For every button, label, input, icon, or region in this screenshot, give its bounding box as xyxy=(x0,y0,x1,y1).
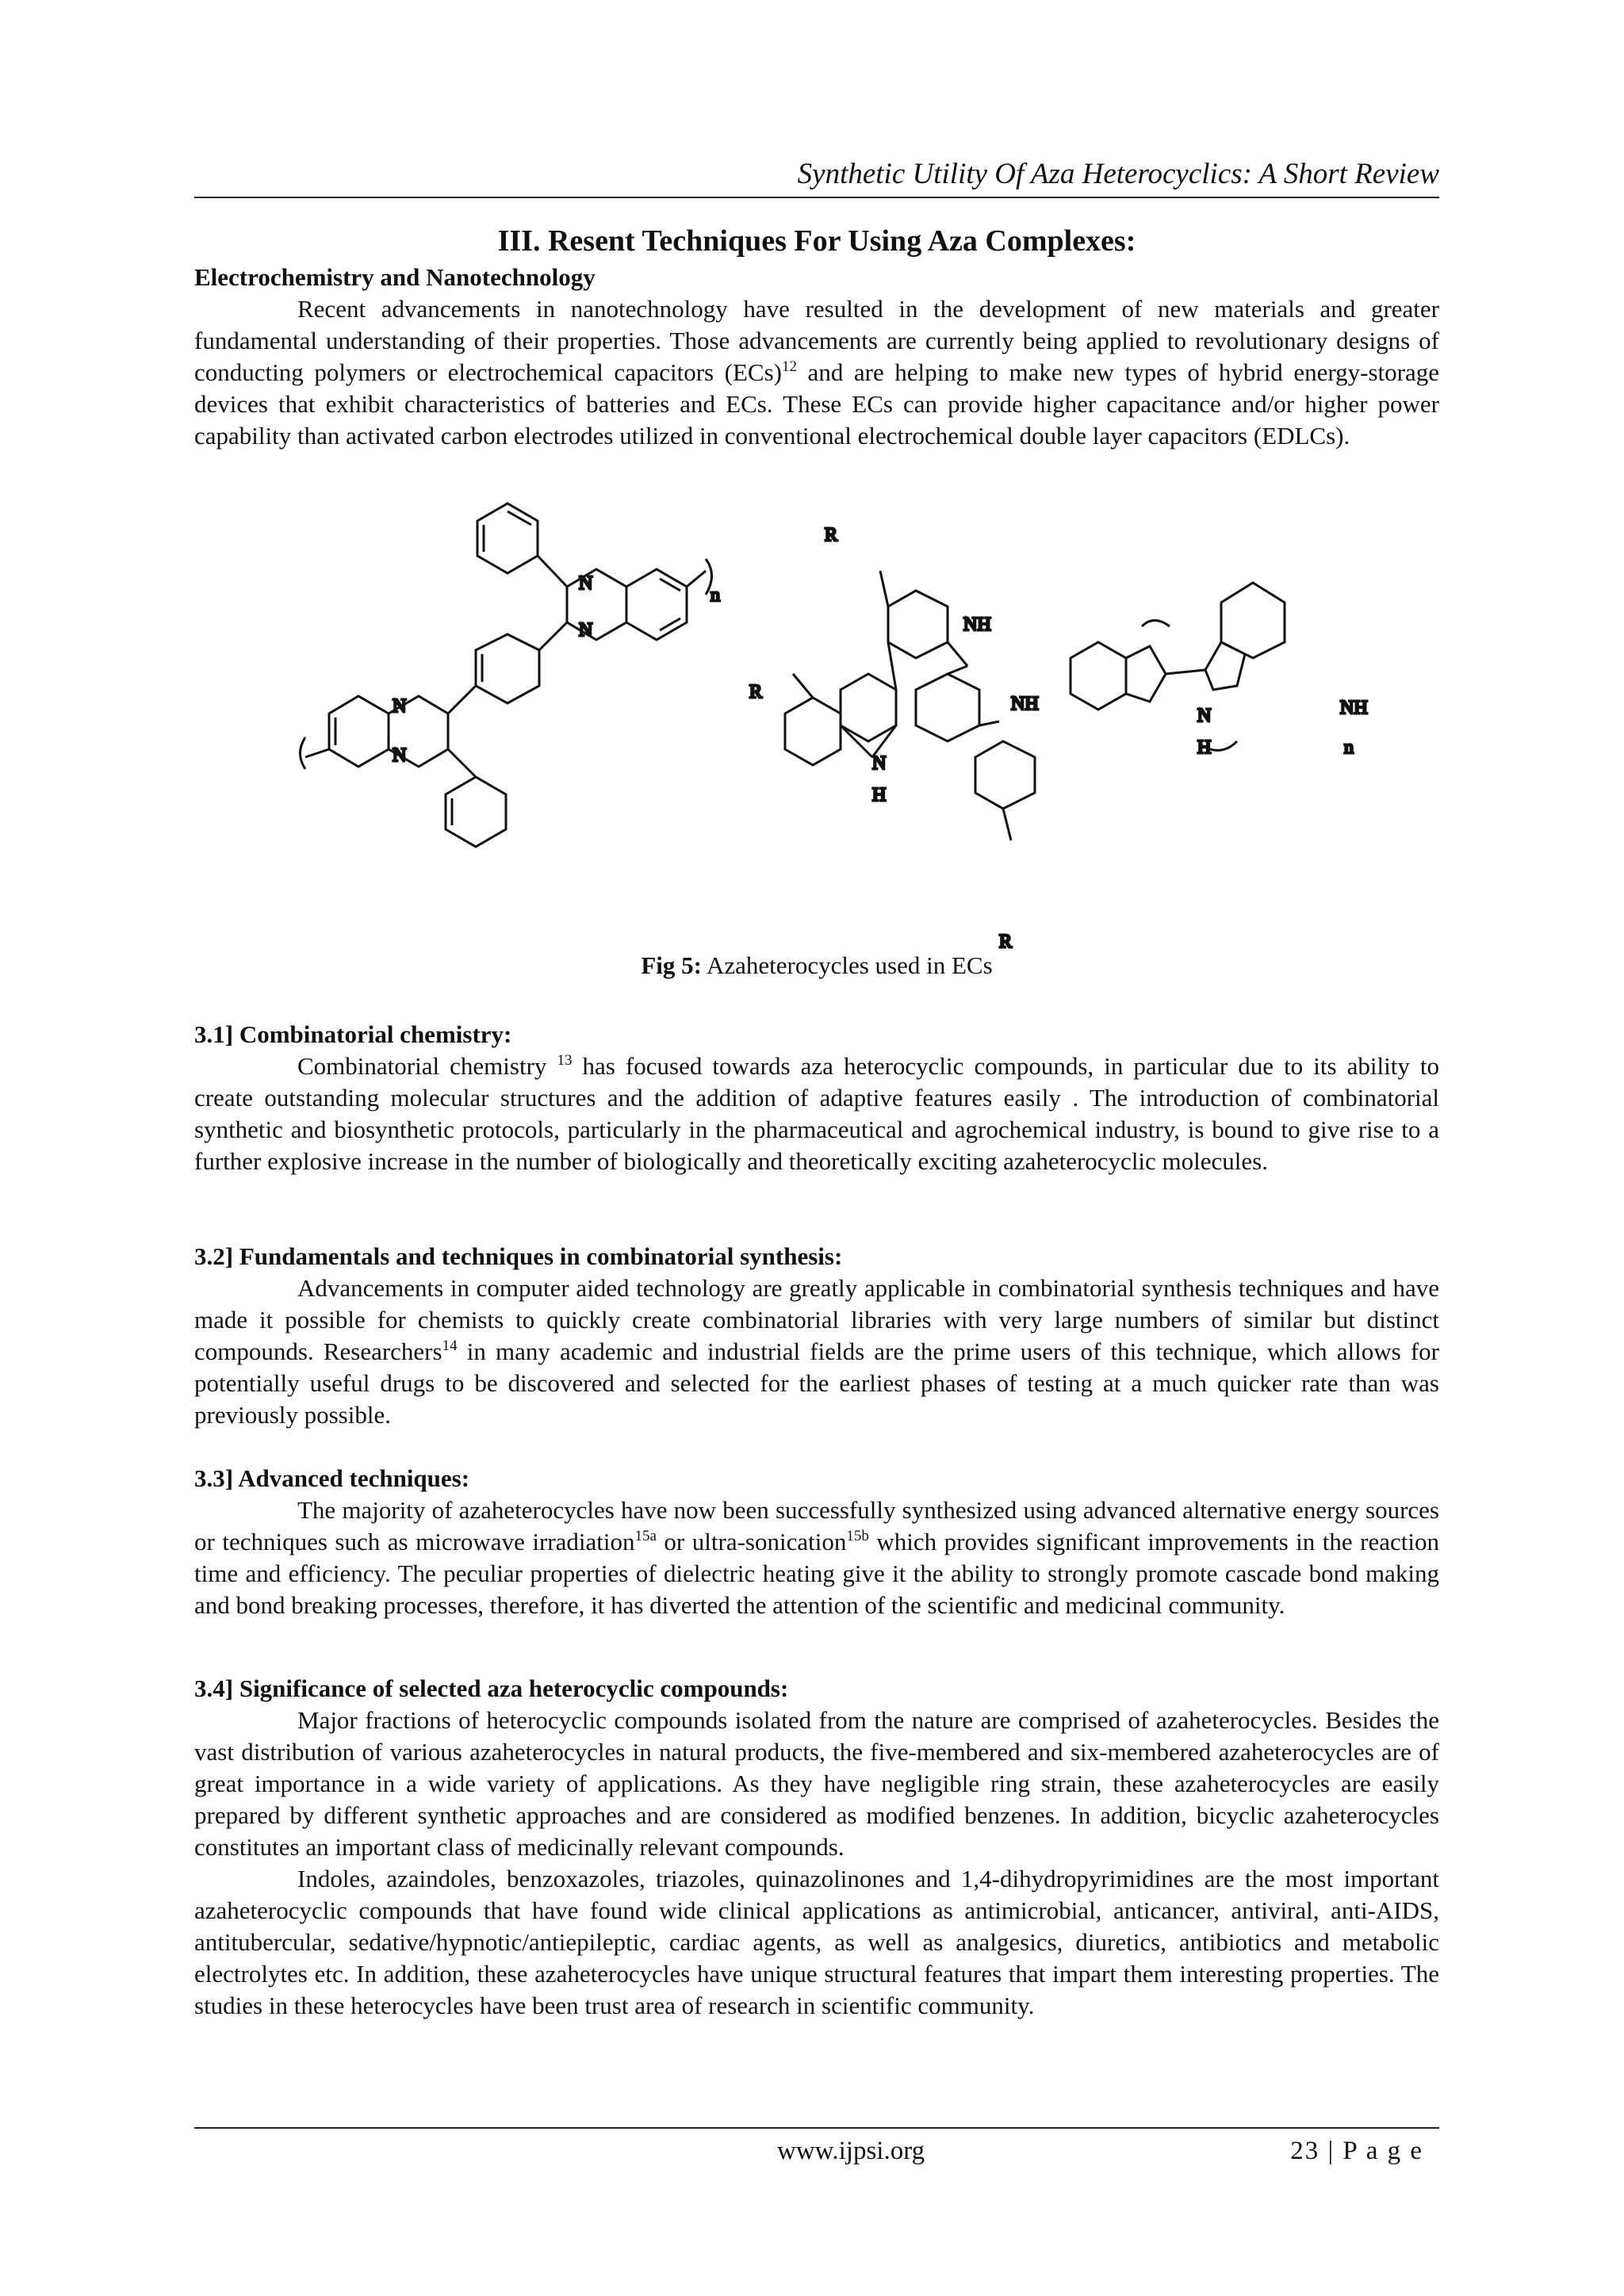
paragraph-text: and are helping to make new types of hybrid energy-storage devices that exhibit characteristics of batteries and ECs. These ECs can provide higher capacitance and/or higher power capability than activated carbon electrodes utilized in conventional electrochemical double layer capacitors (EDLCs). xyxy=(194,358,1439,450)
section-3-4-paragraph-2: Indoles, azaindoles, benzoxazoles, triazoles, quinazolinones and 1,4-dihydropyrimidines are the most important azaheterocyclic compounds that have found wide clinical applications as antimicrobial, anticancer, antiviral, anti-AIDS, antitubercular, sedative/hypnotic/antiepileptic, cardiac agents, as well as analgesics, diuretics, antibiotics and metabolic electrolytes etc. In addition, these azaheterocycles have unique structural features that impart them interesting properties. The studies in these heterocycles have been trust area of research in scientific community. xyxy=(194,1865,1439,2019)
reference-15a: 15a xyxy=(634,1528,657,1544)
repeat-subscript-n: n xyxy=(1344,737,1354,758)
poly-quinoxaline-structure xyxy=(301,503,712,847)
page-footer xyxy=(194,2127,1439,2176)
atom-label-n: N xyxy=(393,745,407,766)
paragraph-text: has focused towards aza heterocyclic compounds, in particular due to its ability to create outstanding molecular structures and the addition of adaptive features easily . The introduction of combinatorial synthetic and biosynthetic protocols, particularly in the pharmaceutical and agrochemical industry, is bound to give rise to a further explosive increase in the number of biologically and theoretically exciting azaheterocyclic molecules. xyxy=(194,1052,1439,1175)
substituent-r: R xyxy=(825,525,838,545)
atom-label-nh: NH xyxy=(1011,694,1039,714)
paragraph-text: which provides significant improvements in the reaction time and efficiency. The peculiar properties of dielectric heating give it the ability to strongly promote cascade bond making and bond breaking processes, therefore, it has diverted the attention of the scientific and medicinal community. xyxy=(194,1528,1439,1619)
journal-url: www.ijpsi.org xyxy=(777,2137,925,2165)
section-3-1-heading: 3.1] Combinatorial chemistry: xyxy=(194,1020,512,1048)
atom-label-n: N xyxy=(579,620,593,641)
chemical-structures xyxy=(238,484,1396,967)
section-3-2-paragraph xyxy=(194,1272,1439,1431)
paragraph-text: Recent advancements in nanotechnology have resulted in the development of new materials and greater fundamental understanding of their properties. Those advancements are currently being applied to revolutionary designs of conducting polymers or electrochemical capacitors (ECs) xyxy=(194,295,1439,386)
atom-label-n: N xyxy=(1197,706,1212,726)
triindole-structure xyxy=(785,571,1035,840)
running-header xyxy=(194,152,1439,198)
section-3-4-paragraph-1: Major fractions of heterocyclic compounds isolated from the nature are comprised of azaheterocycles. Besides the vast distribution of various azaheterocycles in natural products, the five-membered and six-membered azaheterocycles are of great importance in a wide variety of applications. As they have negligible ring strain, these azaheterocycles are easily prepared by different synthetic approaches and are considered as modified benzenes. In addition, bicyclic azaheterocycles constitutes an important class of medicinally relevant compounds. xyxy=(194,1706,1439,1861)
reference-12: 12 xyxy=(781,358,797,375)
section-3-1 xyxy=(194,1019,1439,1177)
substituent-r: R xyxy=(749,682,763,702)
electrochemistry-section xyxy=(194,262,1439,452)
atom-label-nh: NH xyxy=(963,614,991,635)
atom-label-h: H xyxy=(872,785,887,806)
paragraph-text: in many academic and industrial fields are the prime users of this technique, which allows for potentially useful drugs to be discovered and selected for the earliest phases of testing at a much quicker rate than was previously possible. xyxy=(194,1337,1439,1429)
repeat-subscript-n: n xyxy=(710,585,720,606)
electrochemistry-heading: Electrochemistry and Nanotechnology xyxy=(194,263,596,291)
page-number: 23 | P a g e xyxy=(1290,2137,1423,2165)
section-3-4-heading: 3.4] Significance of selected aza heterocyclic compounds: xyxy=(194,1674,789,1702)
atom-label-nh: NH xyxy=(1340,698,1368,718)
section-3-2 xyxy=(194,1241,1439,1431)
polyindole-structure xyxy=(1071,583,1285,750)
section-3-1-paragraph xyxy=(194,1050,1439,1177)
paragraph-text: Combinatorial chemistry xyxy=(297,1052,557,1080)
atom-label-h: H xyxy=(1197,737,1212,758)
section-3-3-paragraph xyxy=(194,1494,1439,1621)
caption-text: Azaheterocycles used in ECs xyxy=(701,951,993,979)
atom-label-n: N xyxy=(579,573,593,594)
figure-caption xyxy=(194,951,1439,980)
reference-14: 14 xyxy=(442,1337,458,1354)
electrochemistry-paragraph xyxy=(194,293,1439,452)
running-title: Synthetic Utility Of Aza Heterocyclics: A Short Review xyxy=(797,158,1439,190)
section-3-3-heading: 3.3] Advanced techniques: xyxy=(194,1464,470,1492)
reference-13: 13 xyxy=(557,1052,573,1069)
atom-label-n: N xyxy=(393,696,407,717)
paragraph-text: Advancements in computer aided technology are greatly applicable in combinatorial synthesis techniques and have made it possible for chemists to quickly create combinatorial libraries with very large numbers of similar but distinct compounds. Researchers xyxy=(194,1274,1439,1365)
section-3-4 xyxy=(194,1673,1439,2022)
paragraph-text: The majority of azaheterocycles have now been successfully synthesized using advanced alternative energy sources or techniques such as microwave irradiation xyxy=(194,1496,1439,1556)
section-3-2-heading: 3.2] Fundamentals and techniques in combinatorial synthesis: xyxy=(194,1242,843,1270)
paragraph-text: or ultra-sonication xyxy=(656,1528,847,1556)
caption-label: Fig 5: xyxy=(641,951,702,979)
section-title: III. Resent Techniques For Using Aza Complexes: xyxy=(497,224,1136,258)
figure-5-structures xyxy=(238,484,1396,967)
section-3-3 xyxy=(194,1463,1439,1621)
reference-15b: 15b xyxy=(846,1528,869,1544)
substituent-r: R xyxy=(999,932,1013,952)
atom-label-n: N xyxy=(872,753,887,774)
